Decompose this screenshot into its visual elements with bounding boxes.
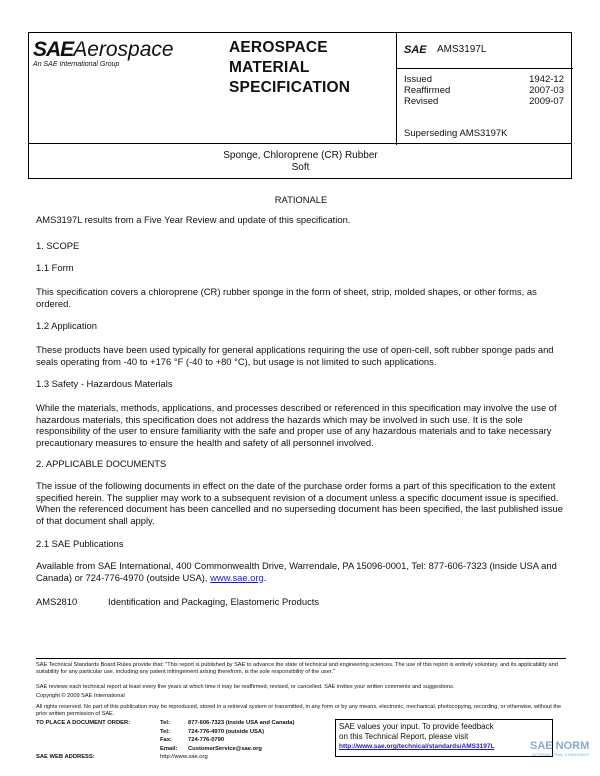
section-2-text: The issue of the following documents in effect on the date of the purchase order forms a part of this specification to the extent specified herein. The supplier may work to a subsequent revision of a document unless a specific document issue is specified. When the referenced document has been cancelled and no superseding document has been specified, the last published issue of that document shall apply. xyxy=(36,480,563,526)
order-label: TO PLACE A DOCUMENT ORDER: xyxy=(36,720,131,726)
section-1-2-text: These products have been used typically for general applications requiring the use of open-cell, soft rubber sponge pads and seals operating from -40 to +176 °F (-40 to +80 °C), but usage is not limited to such applications. xyxy=(36,344,554,367)
contact-label-tel: Tel: xyxy=(160,720,170,726)
contact-label-fax: Fax: xyxy=(160,737,172,744)
document-header xyxy=(28,32,572,144)
feedback-link[interactable]: http://www.sae.org/technical/standards/AMS3197L xyxy=(339,743,495,750)
contact-web-address[interactable]: http://www.sae.org xyxy=(160,754,208,760)
specification-title-line-1: Sponge, Chloroprene (CR) Rubber xyxy=(223,150,378,161)
date-label: Revised xyxy=(404,96,439,107)
date-value: 1942-12 xyxy=(529,74,564,85)
footer-copyright: Copyright © 2009 SAE International xyxy=(36,693,125,699)
section-2-1-end: . xyxy=(263,571,267,583)
web-address-label: SAE WEB ADDRESS: xyxy=(36,754,95,760)
date-row-reaffirmed xyxy=(404,85,564,96)
superseding-note: Superseding AMS3197K xyxy=(404,128,508,139)
feedback-box xyxy=(335,719,553,757)
section-2-1-heading: 2.1 SAE Publications xyxy=(36,538,124,549)
logo-word: Aerospace xyxy=(73,38,174,61)
footer-rules-note: SAE Technical Standards Board Rules provide that: "This report is published by SAE to advance the state of technical and engineering sciences. The use of this report is entirely voluntary, and its applicability and suitability for any particular use, including any patent infringement arising therefrom, is the sole responsibility of the user." xyxy=(36,662,558,676)
contact-values xyxy=(188,719,294,753)
sae-norm-watermark: SAE NORM xyxy=(530,740,590,752)
feedback-line-2: on this Technical Report, please visit xyxy=(339,732,469,741)
logo-cell xyxy=(29,33,219,145)
contact-value-email[interactable]: CustomerService@sae.org xyxy=(188,745,262,752)
doc-type-line-2: MATERIAL xyxy=(229,59,310,76)
document-info-cell xyxy=(396,33,572,145)
footer-rights-note: All rights reserved. No part of this publication may be reproduced, stored in a retrieval system or transmitted, in any form or by any means, electronic, mechanical, photocopying, recording, or otherwise, without the prior written permission of SAE. xyxy=(36,704,562,718)
section-1-2-heading: 1.2 Application xyxy=(36,320,97,331)
contact-value-tel-intl: 724-776-4970 (outside USA) xyxy=(188,728,265,735)
section-2-heading: 2. APPLICABLE DOCUMENTS xyxy=(36,458,167,469)
reference-title: Identification and Packaging, Elastomeric Products xyxy=(108,596,320,607)
section-2-1-body: Available from SAE International, 400 Commonwealth Drive, Warrendale, PA 15096-0001, Tel: 877-606-7323 (inside USA and Canada) or 724-776-4970 (outside USA), xyxy=(36,560,557,583)
section-1-3-text: While the materials, methods, applications, and processes described or referenced in this specification may involve the use of hazardous materials, this specification does not address the hazards which may be involved in such use. It is the sole responsibility of the user to ensure familiarity with the safe and proper use of any hazardous materials and to take necessary precautionary measures to ensure the health and safety of all personnel involved. xyxy=(36,402,557,448)
sae-mark: SAE xyxy=(404,44,427,56)
date-row-issued xyxy=(404,74,564,85)
logo-sae: SAE xyxy=(33,38,74,61)
section-1-1-heading: 1.1 Form xyxy=(36,262,74,273)
document-number-row xyxy=(397,33,573,69)
section-2-1-text xyxy=(36,560,566,583)
contact-label-tel: Tel: xyxy=(160,728,170,735)
sae-aerospace-logo xyxy=(33,39,174,61)
contact-value-fax: 724-776-0790 xyxy=(188,737,225,744)
contact-value-tel-us: 877-606-7323 (inside USA and Canada) xyxy=(188,720,295,726)
doc-type-line-3: SPECIFICATION xyxy=(229,79,351,96)
sae-website-link[interactable]: www.sae.org xyxy=(210,571,264,583)
date-value: 2009-07 xyxy=(529,96,564,107)
reference-code: AMS2810 xyxy=(36,596,78,607)
specification-title-box xyxy=(28,143,572,179)
date-list xyxy=(404,74,564,107)
date-label: Issued xyxy=(404,74,432,85)
specification-title-line-2: Soft xyxy=(291,162,310,173)
feedback-line-1: SAE values your input. To provide feedback xyxy=(339,722,494,731)
footer-divider xyxy=(36,658,566,659)
contact-label-email: Email: xyxy=(160,745,178,752)
contact-labels xyxy=(160,719,177,753)
section-1-heading: 1. SCOPE xyxy=(36,240,80,251)
footer-review-note: SAE reviews each technical report at least every five years at which time it may be reaffirmed, revised, or cancelled. SAE invites your written comments and suggestions. xyxy=(36,684,455,690)
document-type-cell xyxy=(219,33,425,145)
document-number: AMS3197L xyxy=(437,44,487,55)
logo-subtitle: An SAE International Group xyxy=(33,61,120,68)
doc-type-line-1: AEROSPACE xyxy=(229,39,328,56)
rationale-heading: RATIONALE xyxy=(274,194,328,205)
rationale-text: AMS3197L results from a Five Year Review and update of this specification. xyxy=(36,214,351,225)
date-row-revised xyxy=(404,96,564,107)
watermark-subtitle: INTERNATIONAL STANDARDS xyxy=(532,752,590,757)
section-1-3-heading: 1.3 Safety - Hazardous Materials xyxy=(36,378,173,389)
date-value: 2007-03 xyxy=(529,85,564,96)
date-label: Reaffirmed xyxy=(404,85,451,96)
section-1-1-text: This specification covers a chloroprene (CR) rubber sponge in the form of sheet, strip, molded shapes, or other forms, as ordered. xyxy=(36,286,537,309)
